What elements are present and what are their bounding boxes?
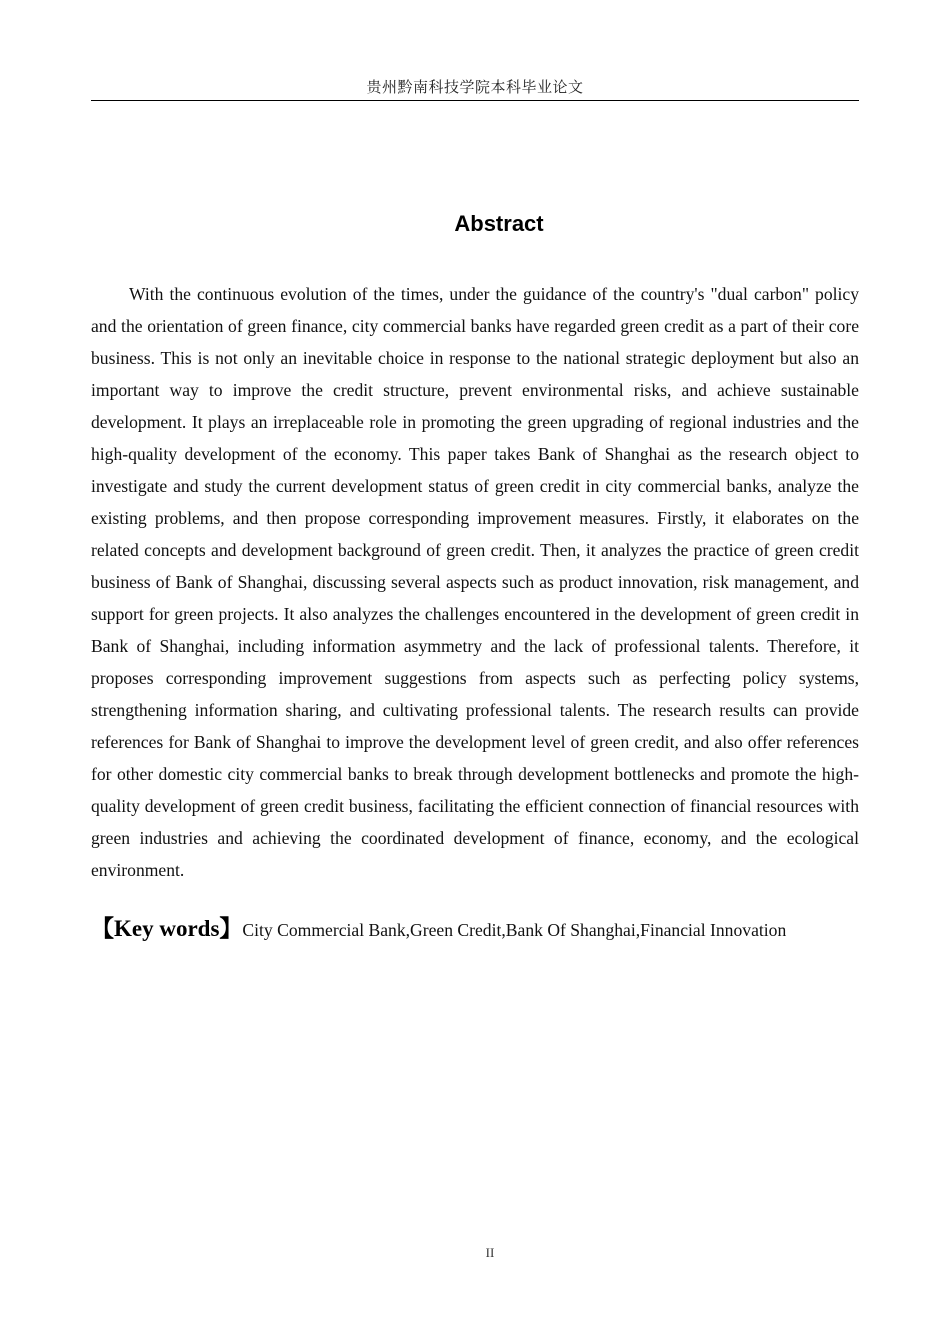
running-header: 贵州黔南科技学院本科毕业论文 — [366, 78, 584, 96]
header-rule — [91, 100, 859, 101]
page-number: II — [485, 1245, 495, 1260]
keywords-label: 【Key words】 — [91, 916, 243, 941]
keywords-text: City Commercial Bank,Green Credit,Bank Of Shanghai,Financial Innovation — [242, 920, 787, 940]
keywords-line — [91, 913, 791, 946]
abstract-title: Abstract — [454, 211, 544, 236]
abstract-body: With the continuous evolution of the times, under the guidance of the country's "dual carbon" policy and the orientation of green finance, city commercial banks have regarded green credit as a part of their core business. This is not only an inevitable choice in response to the national strategic deployment but also an important way to improve the credit structure, prevent environmental risks, and achieve sustainable development. It plays an irreplaceable role in promoting the green upgrading of regional industries and the high-quality development of the economy. This paper takes Bank of Shanghai as the research object to investigate and study the current development status of green credit in city commercial banks, analyze the existing problems, and then propose corresponding improvement measures. Firstly, it elaborates on the related concepts and development background of green credit. Then, it analyzes the practice of green credit business of Bank of Shanghai, discussing several aspects such as product innovation, risk management, and support for green projects. It also analyzes the challenges encountered in the development of green credit in Bank of Shanghai, including information asymmetry and the lack of professional talents. Therefore, it proposes corresponding improvement suggestions from aspects such as perfecting policy systems, strengthening information sharing, and cultivating professional talents. The research results can provide references for Bank of Shanghai to improve the development level of green credit, and also offer references for other domestic city commercial banks to break through development bottlenecks and promote the high-quality development of green credit business, facilitating the efficient connection of financial resources with green industries and achieving the coordinated development of finance, economy, and the ecological environment. — [91, 284, 859, 880]
